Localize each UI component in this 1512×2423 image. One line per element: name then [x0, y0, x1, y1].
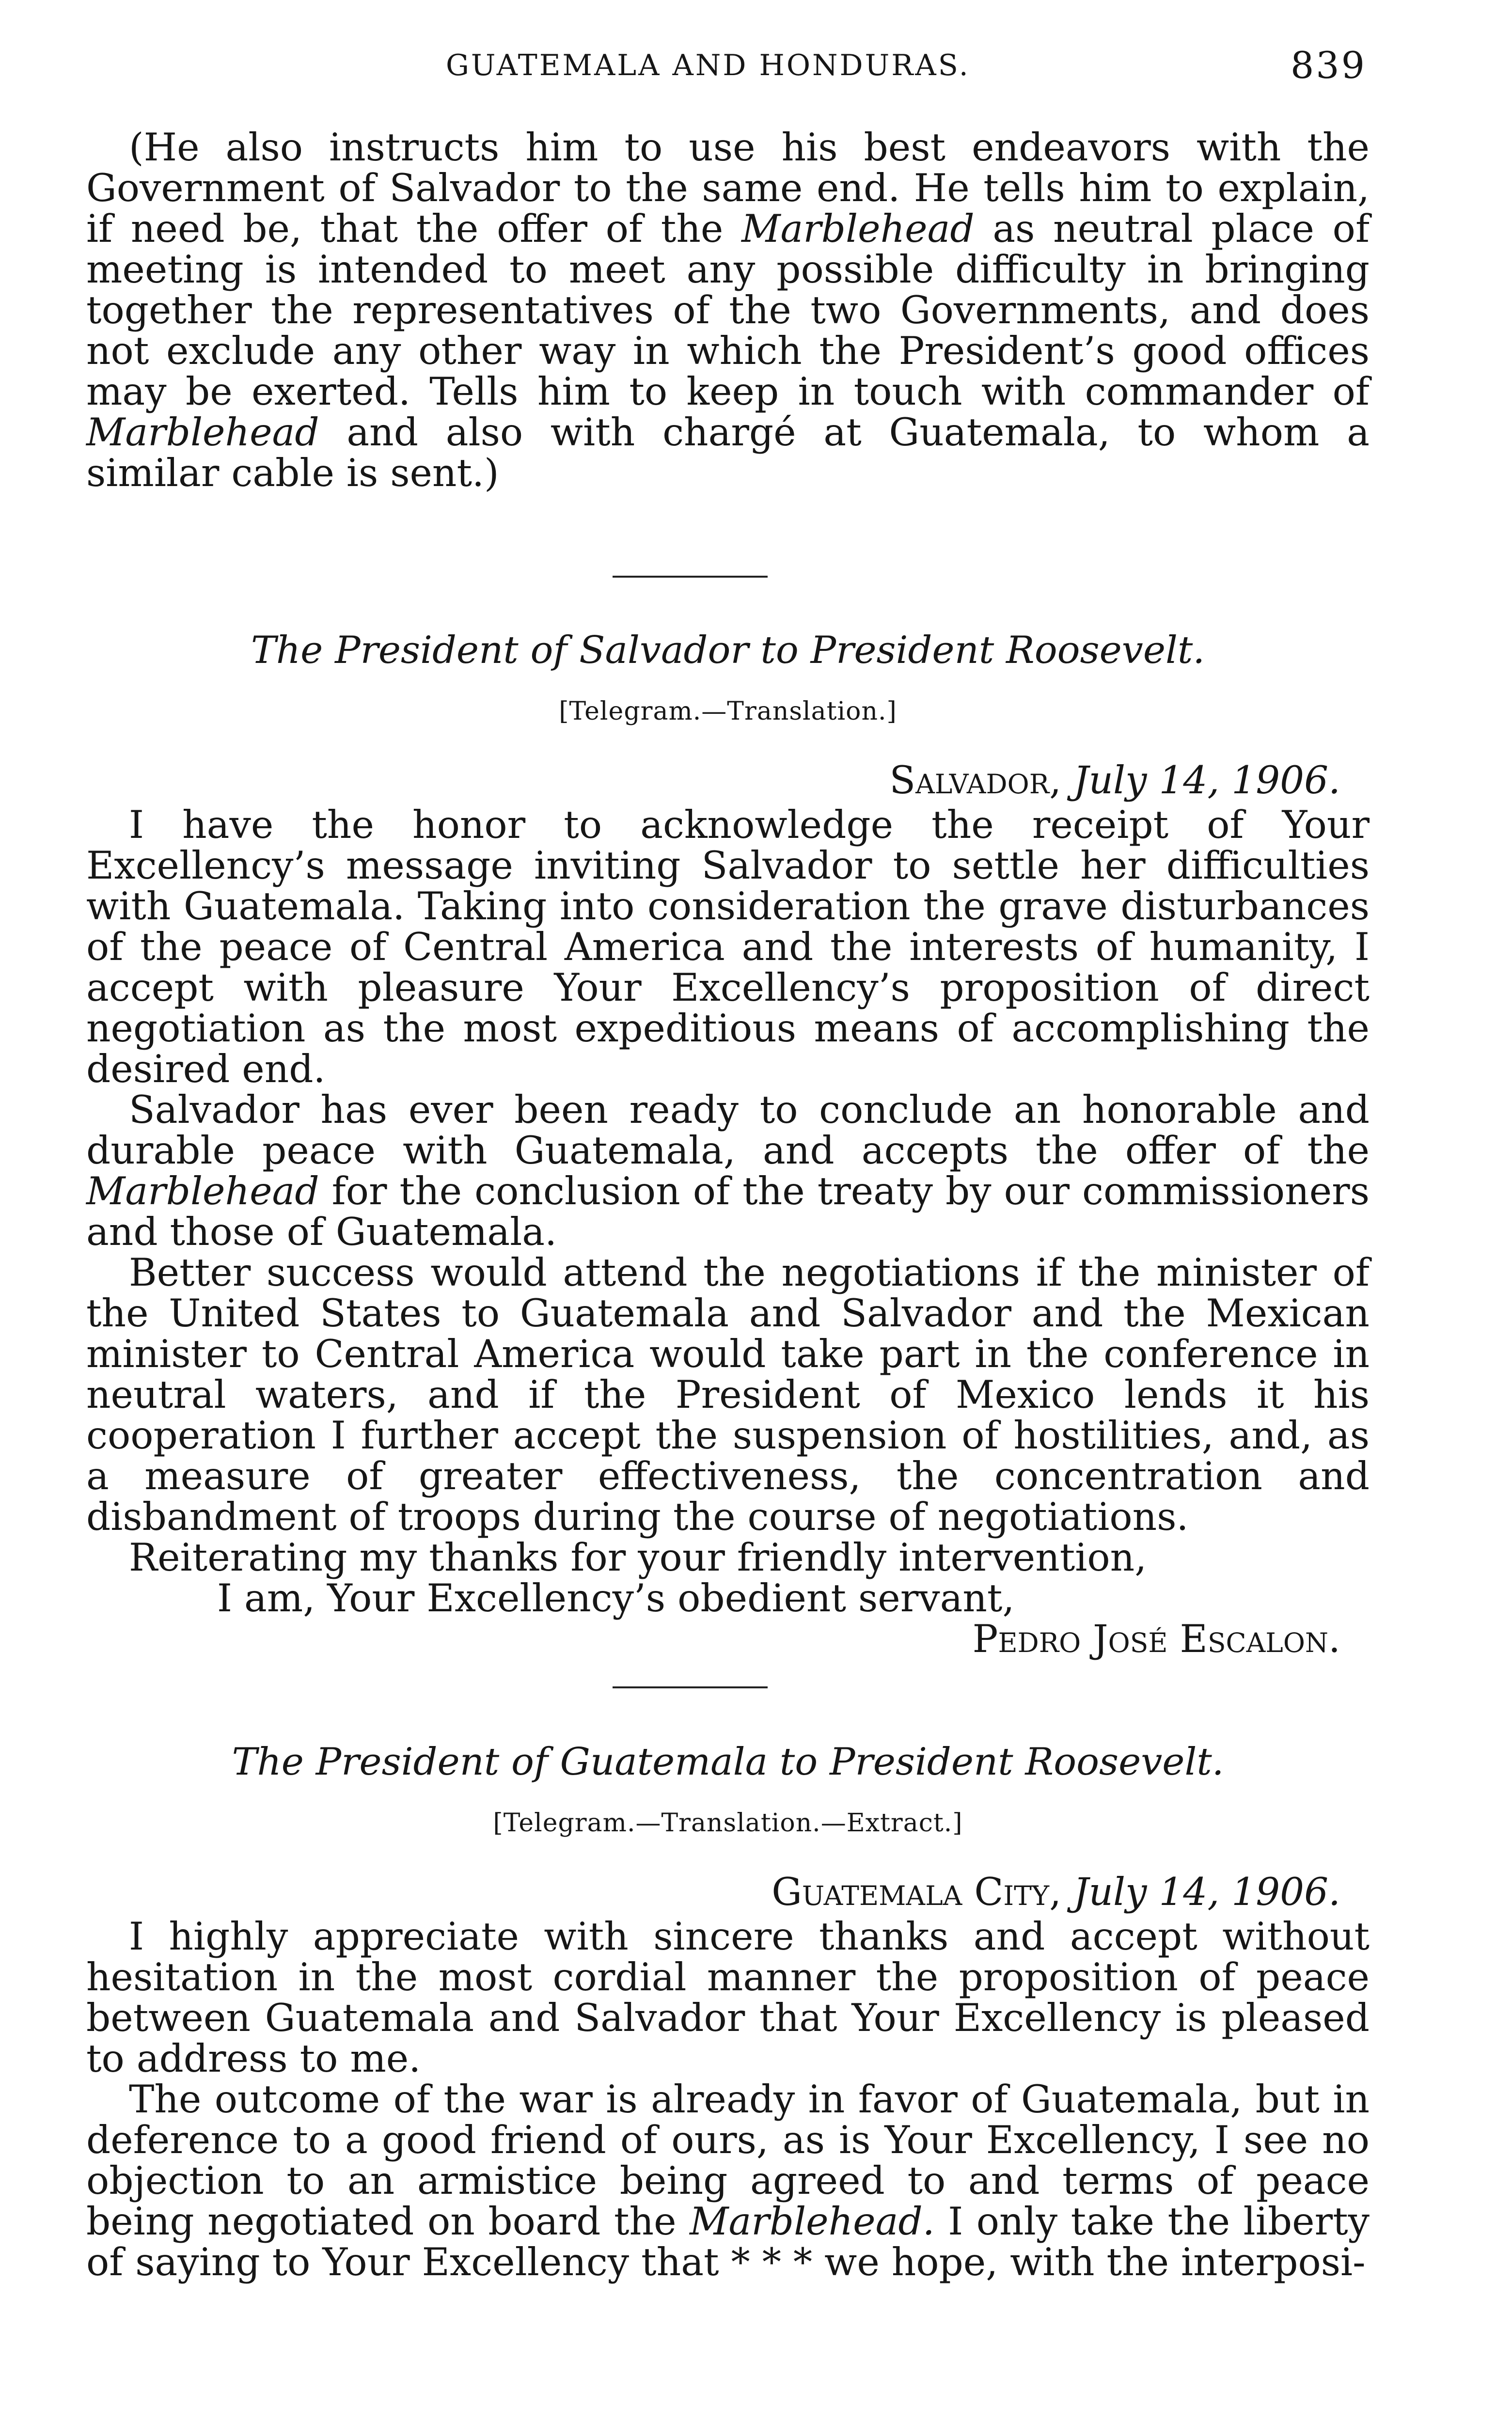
guatemala-telegram-subheading: [Telegram.—Translation.—Extract.] — [493, 1809, 963, 1838]
dateline-place: Guatemala City, — [772, 1870, 1062, 1914]
page-number: 839 — [1290, 44, 1367, 87]
text-run: The outcome of the war is already in favor of Guatemala, but in deference to a good friend of ours, as is Your Excellency, I see no objection to an armistice being agreed to and terms of peace being negotiated on board the — [86, 2077, 1370, 2244]
text-run: and also with chargé at Guatemala, to whom a similar cable is sent.) — [86, 410, 1370, 495]
section-divider — [613, 1686, 768, 1688]
dateline-place: Salvador, — [889, 758, 1062, 802]
text-run: Salvador has ever been ready to conclude an honorable and durable peace with Guatemala, and accepts the offer of the — [86, 1087, 1370, 1173]
section-divider — [613, 576, 768, 578]
text-run: as neutral place of meeting is intended to meet any possible difficulty in bringing together the representatives of the two Governments, and does not exclude any other way in which the President’s good offices may be exerted. Tells him to keep in touch with commander of — [86, 206, 1370, 414]
guatemala-paragraph-1: I highly appreciate with sincere thanks and accept without hesitation in the most cordial manner the proposition of peace between Guatemala and Salvador that Your Excellency is pleased to address to me. — [86, 1914, 1370, 2081]
salvador-paragraph-1: I have the honor to acknowledge the receipt of Your Excellency’s message inviting Salvador to settle her difficulties with Guatemala. Taking into consideration the grave disturbances of the peace of Central America and the interests of humanity, I accept with pleasure Your Excellency’s proposition of direct negotiation as the most expeditious means of accomplishing the desired end. — [86, 802, 1370, 1091]
dateline-date: July 14, 1906. — [1073, 758, 1340, 802]
page-body — [86, 127, 1370, 2282]
text-run: I only take the liberty of saying to Your Excellency that * * * we hope, with the interposi- — [86, 2199, 1370, 2284]
salvador-paragraph-2 — [86, 1089, 1370, 1252]
ship-name: Marblehead — [86, 1169, 319, 1213]
salvador-signature: Pedro José Escalon. — [972, 1617, 1340, 1661]
salvador-paragraph-3: Better success would attend the negotiations if the minister of the United States to Guatemala and Salvador and the Mexican minister to Central America would take part in the conference in neutral waters, and if the President of Mexico lends it his cooperation I further accept the suspension of hostilities, and, as a measure of greater effectiveness, the concentration and disbandment of troops during the course of negotiations. — [86, 1250, 1370, 1539]
ship-name: Marblehead. — [690, 2199, 935, 2244]
running-head-title: GUATEMALA AND HONDURAS. — [446, 48, 970, 82]
salvador-paragraph-4: Reiterating my thanks for your friendly intervention, — [129, 1535, 1147, 1580]
guatemala-paragraph-2 — [86, 2079, 1370, 2282]
text-run: for the conclusion of the treaty by our commissioners and those of Guatemala. — [86, 1169, 1370, 1254]
salvador-telegram-heading: The President of Salvador to President Roosevelt. — [251, 629, 1205, 672]
salvador-closing: I am, Your Excellency’s obedient servant, — [217, 1576, 1015, 1621]
guatemala-telegram-heading: The President of Guatemala to President Roosevelt. — [232, 1740, 1224, 1784]
guatemala-dateline — [86, 1872, 1370, 1912]
ship-name: Marblehead — [741, 206, 975, 251]
salvador-dateline — [86, 760, 1370, 801]
ship-name: Marblehead — [86, 410, 319, 455]
text-run: (He also instructs him to use his best endeavors with the Government of Salvador to the same end. He tells him to explain, if need be, that the offer of the — [86, 125, 1370, 251]
dateline-date: July 14, 1906. — [1073, 1870, 1340, 1914]
paragraph-instructions — [86, 127, 1370, 493]
salvador-telegram-subheading: [Telegram.—Translation.] — [559, 697, 897, 726]
